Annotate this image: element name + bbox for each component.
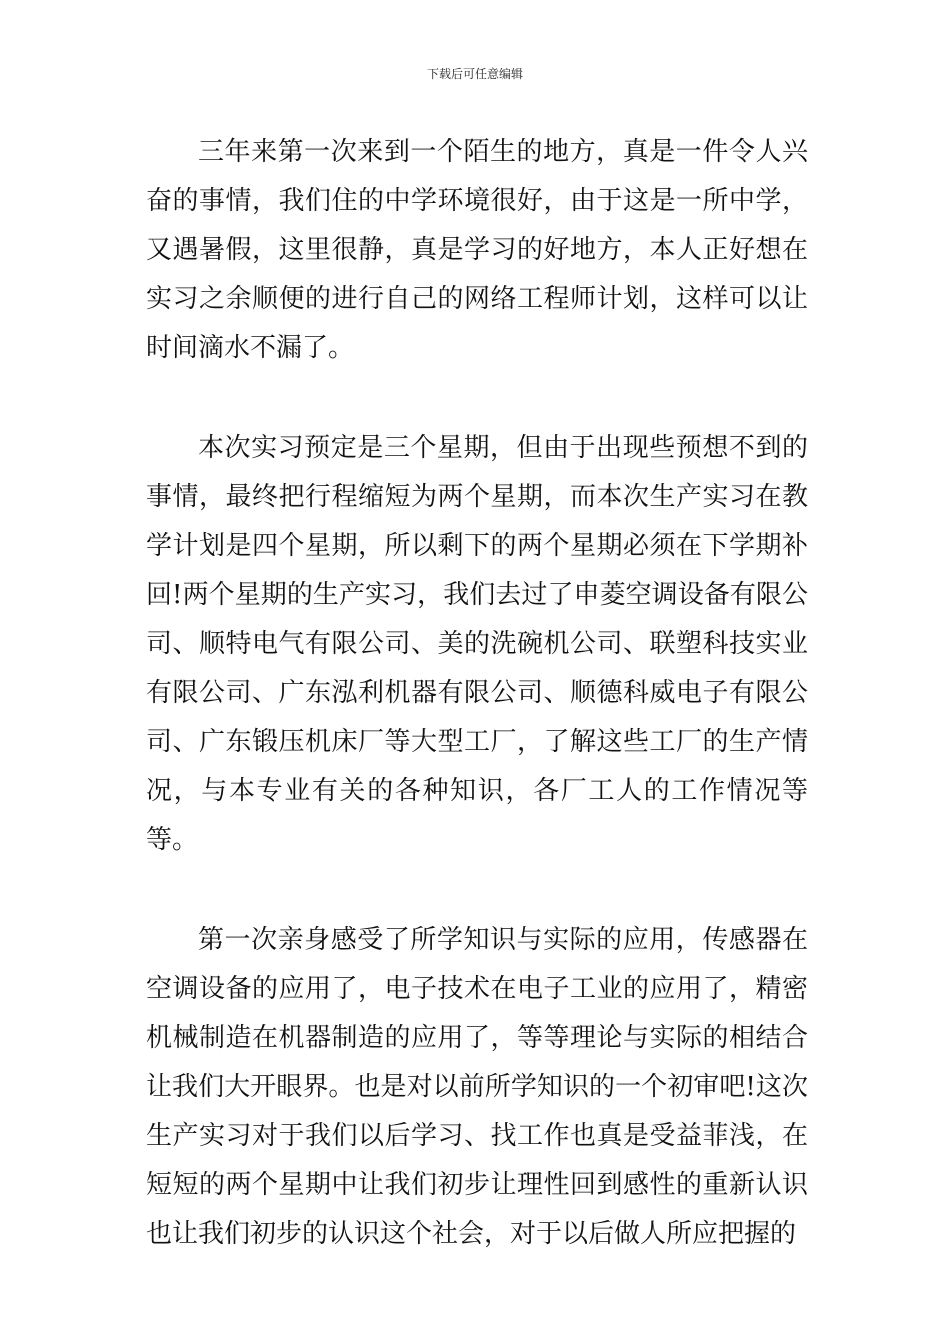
document-body xyxy=(146,128,808,1259)
paragraph-3: 第一次亲身感受了所学知识与实际的应用，传感器在空调设备的应用了，电子技术在电子工业的应用了，精密机械制造在机器制造的应用了，等等理论与实际的相结合让我们大开眼界。也是对以前所学知识的一个初审吧!这次生产实习对于我们以后学习、找工作也真是受益菲浅，在短短的两个星期中让我们初步让理性回到感性的重新认识也让我们初步的认识这个社会，对于以后做人所应把握的 xyxy=(146,925,808,1249)
paragraph-2: 本次实习预定是三个星期，但由于出现些预想不到的事情，最终把行程缩短为两个星期，而本次生产实习在教学计划是四个星期，所以剩下的两个星期必须在下学期补回!两个星期的生产实习，我们去过了申菱空调设备有限公司、顺特电气有限公司、美的洗碗机公司、联塑科技实业有限公司、广东泓利机器有限公司、顺德科威电子有限公司、广东锻压机床厂等大型工厂，了解这些工厂的生产情况，与本专业有关的各种知识，各厂工人的工作情况等等。 xyxy=(146,433,808,855)
page-header: 下载后可任意编辑 xyxy=(426,67,523,81)
paragraph-1: 三年来第一次来到一个陌生的地方，真是一件令人兴奋的事情，我们住的中学环境很好，由于这是一所中学，又遇暑假，这里很静，真是学习的好地方，本人正好想在实习之余顺便的进行自己的网络工程师计划，这样可以让时间滴水不漏了。 xyxy=(146,137,808,363)
